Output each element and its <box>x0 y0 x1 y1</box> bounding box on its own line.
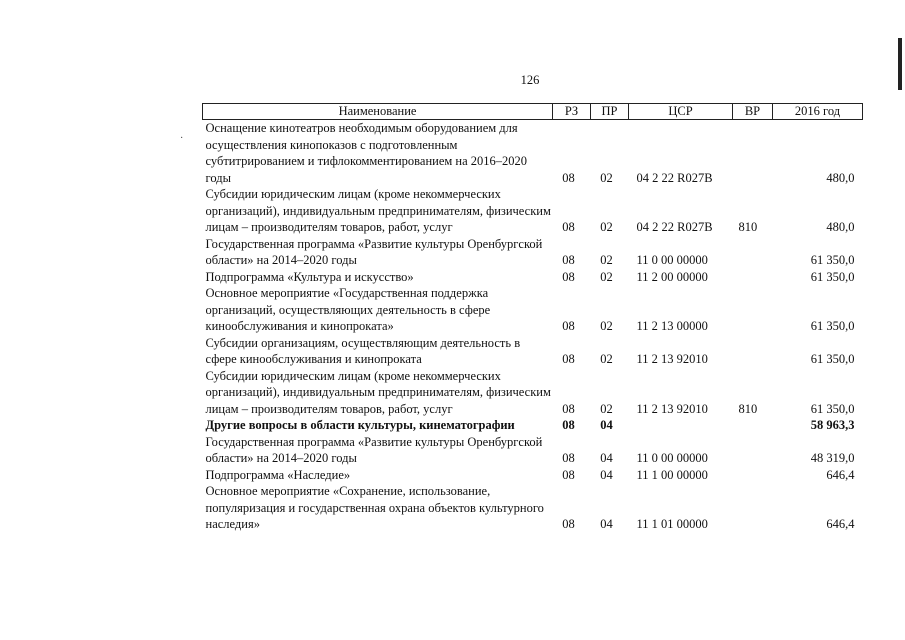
page-number: 126 <box>520 73 540 87</box>
cell-csr: 11 2 00 00000 <box>636 269 708 284</box>
cell-rz: 08 <box>562 517 575 531</box>
cell-vr: 810 <box>738 401 758 416</box>
cell-pr: 02 <box>600 401 613 416</box>
scan-edge-mark <box>898 38 902 90</box>
header-vr: ВР <box>733 104 773 120</box>
cell-rz: 08 <box>562 170 575 185</box>
cell-pr: 02 <box>600 319 613 333</box>
cell-name: Субсидии юридическим лицам (кроме некоммерческих организаций), индивидуальным предпринимателям, физическим лицам – производителям товаров, работ, услуг <box>205 187 551 234</box>
cell-sum: 646,4 <box>826 467 855 482</box>
cell-sum: 58 963,3 <box>810 418 855 432</box>
cell-sum: 61 350,0 <box>810 352 855 366</box>
cell-csr: 11 1 00 00000 <box>636 467 708 482</box>
table-row <box>203 467 863 484</box>
table-row <box>203 417 863 434</box>
cell-name: Подпрограмма «Наследие» <box>205 467 351 482</box>
cell-sum: 480,0 <box>826 170 855 185</box>
cell-csr: 04 2 22 R027B <box>636 220 713 234</box>
header-sum: 2016 год <box>773 104 863 120</box>
cell-sum: 480,0 <box>826 220 855 234</box>
budget-table <box>202 103 863 533</box>
cell-vr <box>733 467 773 484</box>
cell-vr: 810 <box>738 220 758 234</box>
cell-name: Подпрограмма «Культура и искусство» <box>205 269 414 284</box>
cell-pr: 02 <box>600 220 613 234</box>
cell-vr <box>733 483 773 533</box>
cell-rz: 08 <box>562 269 575 284</box>
cell-vr <box>733 236 773 269</box>
cell-rz: 08 <box>562 401 575 416</box>
cell-pr: 02 <box>600 269 613 284</box>
cell-rz: 08 <box>562 352 575 366</box>
cell-pr: 04 <box>600 418 613 432</box>
cell-pr: 04 <box>600 467 613 482</box>
cell-rz: 08 <box>562 418 575 432</box>
cell-sum: 61 350,0 <box>810 269 855 284</box>
cell-csr: 04 2 22 R027B <box>636 170 713 185</box>
header-csr: ЦСР <box>629 104 733 120</box>
table-row <box>203 236 863 269</box>
cell-vr <box>733 285 773 335</box>
cell-rz: 08 <box>562 253 575 267</box>
cell-csr: 11 2 13 92010 <box>636 401 708 416</box>
header-name: Наименование <box>203 104 553 120</box>
cell-name: Основное мероприятие «Государственная поддержка организаций, осуществляющих деятельность в сфере кинообслуживания и кинопроката» <box>205 286 491 333</box>
cell-pr: 04 <box>600 451 613 465</box>
cell-pr: 04 <box>600 517 613 531</box>
cell-vr <box>733 335 773 368</box>
scan-dot: · <box>180 133 184 144</box>
cell-name: Другие вопросы в области культуры, кинематографии <box>205 418 515 432</box>
header-pr: ПР <box>591 104 629 120</box>
cell-vr <box>733 417 773 434</box>
cell-name: Государственная программа «Развитие культуры Оренбургской области» на 2014–2020 годы <box>205 434 543 465</box>
cell-csr: 11 0 00 00000 <box>636 451 708 465</box>
cell-rz: 08 <box>562 467 575 482</box>
cell-rz: 08 <box>562 220 575 234</box>
cell-pr: 02 <box>600 170 613 185</box>
table-row <box>203 483 863 533</box>
cell-sum: 61 350,0 <box>810 253 855 267</box>
table-row <box>203 285 863 335</box>
cell-sum: 646,4 <box>826 517 855 531</box>
cell-name: Субсидии юридическим лицам (кроме некоммерческих организаций), индивидуальным предпринимателям, физическим лицам – производителям товаров, работ, услуг <box>205 368 551 416</box>
table-row <box>203 186 863 236</box>
table-row <box>203 120 863 187</box>
table-row <box>203 269 863 286</box>
cell-csr <box>629 417 733 434</box>
cell-csr: 11 1 01 00000 <box>636 517 708 531</box>
cell-vr <box>733 269 773 286</box>
table-row <box>203 368 863 418</box>
table-header-row <box>203 104 863 120</box>
cell-name: Оснащение кинотеатров необходимым оборудованием для осуществления кинопоказов с подготовленным субтитрированием и тифлокомментированием на 2016–2020 годы <box>205 121 528 185</box>
cell-name: Основное мероприятие «Сохранение, использование, популяризация и государственная охрана объектов культурного наследия» <box>205 484 544 531</box>
table-row <box>203 335 863 368</box>
cell-rz: 08 <box>562 319 575 333</box>
cell-vr <box>733 434 773 467</box>
cell-sum: 48 319,0 <box>810 451 855 465</box>
header-rz: РЗ <box>553 104 591 120</box>
cell-rz: 08 <box>562 451 575 465</box>
cell-csr: 11 2 13 00000 <box>636 319 708 333</box>
cell-sum: 61 350,0 <box>810 319 855 333</box>
cell-vr <box>733 120 773 187</box>
cell-csr: 11 2 13 92010 <box>636 352 708 366</box>
cell-name: Субсидии организациям, осуществляющим деятельность в сфере кинообслуживания и кинопроката <box>205 335 521 366</box>
cell-pr: 02 <box>600 352 613 366</box>
cell-name: Государственная программа «Развитие культуры Оренбургской области» на 2014–2020 годы <box>205 236 543 267</box>
cell-sum: 61 350,0 <box>810 401 855 416</box>
cell-pr: 02 <box>600 253 613 267</box>
cell-csr: 11 0 00 00000 <box>636 253 708 267</box>
table-row <box>203 434 863 467</box>
